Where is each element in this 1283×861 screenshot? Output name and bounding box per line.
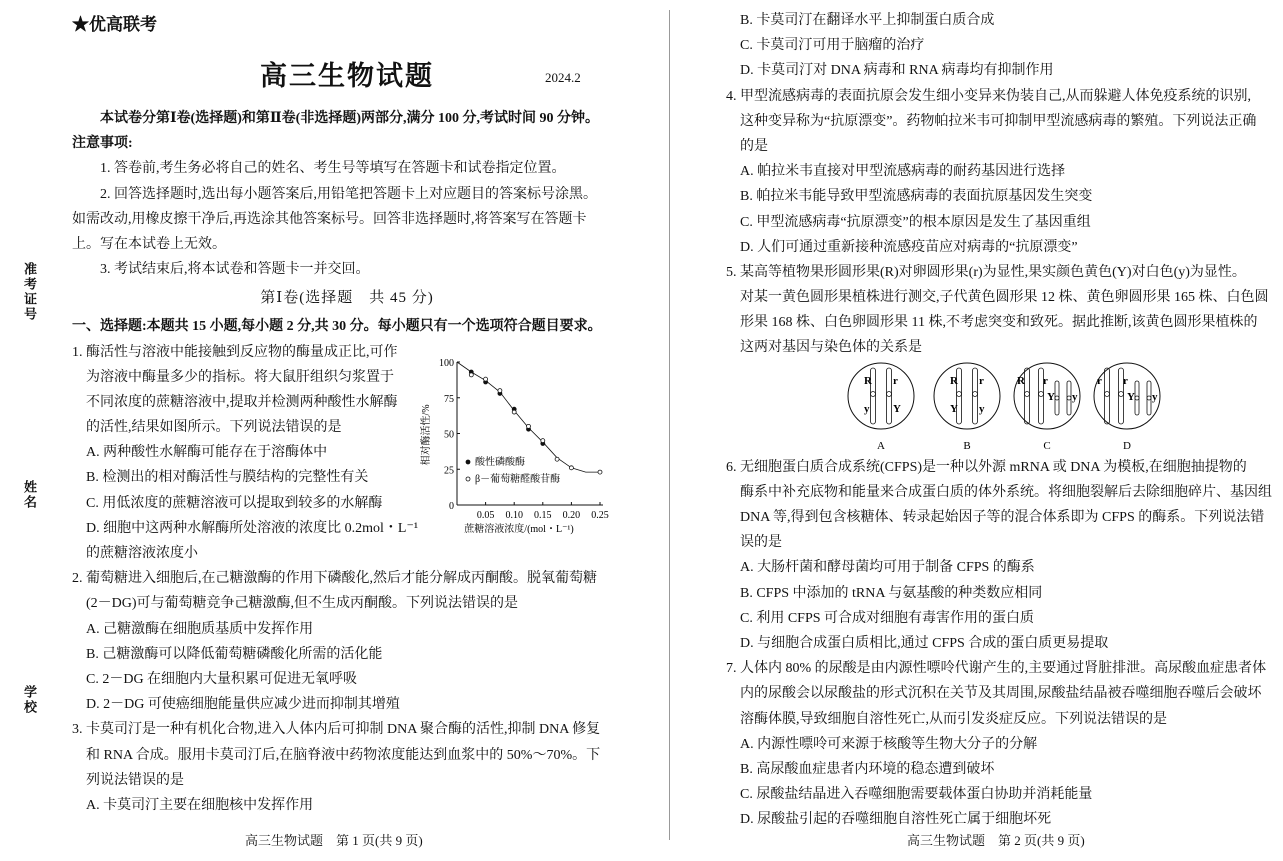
- centromere: [973, 391, 978, 396]
- text-line: D. 细胞中这两种水解酶所处溶液的浓度比 0.2mol・L⁻¹: [86, 520, 419, 536]
- option-label: B: [963, 439, 971, 452]
- centromere: [887, 391, 892, 396]
- footer-page-2: 高三生物试题 第 2 页(共 9 页): [907, 833, 1085, 848]
- text-line: A. 内源性嘌呤可来源于核酸等生物大分子的分解: [740, 736, 1038, 752]
- y-tick-label: 0: [449, 501, 454, 512]
- intro-text: 本试卷分第Ⅰ卷(选择题)和第Ⅱ卷(非选择题)两部分,满分 100 分,考试时间 90 分钟。: [100, 111, 599, 126]
- question-1: [72, 340, 419, 567]
- data-point: [498, 389, 502, 393]
- gene-label: r: [1043, 374, 1048, 387]
- data-point: [598, 470, 602, 474]
- gene-label: y: [1152, 390, 1158, 403]
- text-line: 3. 卡莫司汀是一种有机化合物,进入人体内后可抑制 DNA 聚合酶的活性,抑制 DNA 修复: [72, 722, 601, 738]
- data-point: [527, 424, 531, 428]
- y-tick-label: 75: [444, 393, 454, 405]
- text-line: D. 2－DG 可使癌细胞能量供应减少进而抑制其增殖: [86, 697, 400, 713]
- y-axis-label: 相对酶活性/%: [421, 404, 432, 466]
- text-line: B. 帕拉米韦能导致甲型流感病毒的表面抗原基因发生突变: [740, 189, 1093, 205]
- text-line: 4. 甲型流感病毒的表面抗原会发生细小变异来伪装自己,从而躲避人体免疫系统的识别,: [726, 88, 1251, 104]
- text-line: D. 与细胞合成蛋白质相比,通过 CFPS 合成的蛋白质更易提取: [740, 635, 1109, 651]
- side-label-school: 学校: [22, 685, 37, 715]
- option-label: C: [1043, 439, 1051, 452]
- text-line: 2. 回答选择题时,选出每小题答案后,用铅笔把答题卡上对应题目的答案标号涂黑。: [100, 186, 597, 202]
- footer-page-1: 高三生物试题 第 1 页(共 9 页): [245, 833, 423, 848]
- x-axis-label: 蔗糖溶液浓度/(mol・L⁻¹): [464, 524, 574, 535]
- text-line: 列说法错误的是: [86, 772, 184, 788]
- data-point: [469, 373, 473, 377]
- text-line: 形果 168 株、白色卵圆形果 11 株,不考虑突变和致死。据此推断,该黄色圆形果植株的: [740, 315, 1258, 331]
- text-line: B. CFPS 中添加的 tRNA 与氨基酸的种类数应相同: [740, 585, 1043, 601]
- x-tick-label: 0.15: [534, 510, 552, 521]
- y-tick-label: 50: [444, 429, 454, 441]
- y-tick-label: 100: [439, 358, 454, 369]
- centromere: [1039, 391, 1044, 396]
- text-line: B. 己糖激酶可以降低葡萄糖磷酸化所需的活化能: [86, 646, 383, 662]
- gene-label: R: [1017, 374, 1025, 387]
- data-point: [555, 457, 559, 461]
- centromere: [1147, 396, 1151, 400]
- text-line: A. 帕拉米韦直接对甲型流感病毒的耐药基因进行选择: [740, 164, 1066, 180]
- text-line: C. 利用 CFPS 可合成对细胞有毒害作用的蛋白质: [740, 610, 1035, 626]
- text-line: 这两对基因与染色体的关系是: [740, 340, 922, 356]
- exam-date: 2024.2: [545, 70, 581, 85]
- section-title: 第Ⅰ卷(选择题 共 45 分): [260, 290, 434, 307]
- page-title: 高三生物试题: [260, 61, 434, 91]
- cell-circle: [934, 363, 1000, 429]
- legend-marker: [466, 460, 470, 464]
- gene-label: y: [864, 402, 870, 415]
- page-2-content: [726, 8, 1272, 832]
- centromere: [1025, 391, 1030, 396]
- text-line: 1. 酶活性与溶液中能接触到反应物的酶量成正比,可作: [72, 344, 398, 360]
- fit-curve: [457, 362, 600, 472]
- text-line: D. 卡莫司汀对 DNA 病毒和 RNA 病毒均有抑制作用: [740, 63, 1054, 79]
- text-line: 的蔗糖溶液浓度小: [86, 546, 198, 561]
- text-line: 酶系中补充底物和能量来合成蛋白质的体外系统。将细胞裂解后去除细胞碎片、基因组: [740, 484, 1272, 500]
- section-instructions: 一、选择题:本题共 15 小题,每小题 2 分,共 30 分。每小题只有一个选项符合题目要求。: [72, 319, 602, 335]
- text-line: B. 检测出的相对酶活性与膜结构的完整性有关: [86, 470, 369, 486]
- text-line: B. 高尿酸血症患者内环境的稳态遭到破坏: [740, 761, 995, 777]
- text-line: (2－DG)可与葡萄糖竞争己糖激酶,但不生成丙酮酸。下列说法错误的是: [86, 596, 519, 612]
- gene-label: r: [979, 374, 984, 387]
- text-line: 误的是: [740, 535, 782, 551]
- legend-label: 酸性磷酸酶: [475, 457, 525, 468]
- centromere: [871, 391, 876, 396]
- text-line: 的是: [740, 138, 768, 154]
- x-tick-label: 0.05: [476, 510, 495, 521]
- text-line: 对某一黄色圆形果植株进行测交,子代黄色圆形果 12 株、黄色卵圆形果 165 株、白色圆: [740, 290, 1269, 306]
- page-divider: [669, 10, 670, 840]
- text-line: 5. 某高等植物果形圆形果(R)对卵圆形果(r)为显性,果实颜色黄色(Y)对白色(y)为显性。: [726, 264, 1246, 280]
- side-label-ticket-number: 准考证号: [22, 262, 37, 322]
- text-line: C. 甲型流感病毒“抗原漂变”的根本原因是发生了基因重组: [740, 214, 1091, 230]
- enzyme-activity-chart: [415, 350, 615, 535]
- text-line: C. 卡莫司汀可用于脑瘤的治疗: [740, 38, 925, 54]
- questions-3-5: [726, 8, 1270, 361]
- text-line: A. 大肠杆菌和酵母菌均可用于制备 CFPS 的酶系: [740, 560, 1035, 576]
- text-line: 3. 考试结束后,将本试卷和答题卡一并交回。: [100, 262, 370, 278]
- q5-chromosome-diagrams: [740, 361, 1270, 455]
- text-line: C. 用低浓度的蔗糖溶液可以提取到较多的水解酶: [86, 495, 383, 511]
- gene-label: Y: [950, 402, 958, 415]
- y-tick-label: 25: [444, 465, 454, 477]
- questions-2-3: [72, 566, 622, 818]
- gene-label: R: [950, 374, 958, 387]
- text-line: 如需改动,用橡皮擦干净后,再选涂其他答案标号。回答非选择题时,将答案写在答题卡: [72, 211, 587, 227]
- text-line: 7. 人体内 80% 的尿酸是由内源性嘌呤代谢产生的,主要通过肾脏排泄。高尿酸血症患者体: [726, 661, 1267, 677]
- text-line: 和 RNA 合成。服用卡莫司汀后,在脑脊液中药物浓度能达到血浆中的 50%～70%。下: [86, 747, 601, 763]
- text-line: A. 己糖激酶在细胞质基质中发挥作用: [86, 621, 314, 637]
- text-line: 2. 葡萄糖进入细胞后,在己糖激酶的作用下磷酸化,然后才能分解成丙酮酸。脱氧葡萄糖: [72, 571, 597, 587]
- text-line: C. 2－DG 在细胞内大量积累可促进无氧呼吸: [86, 671, 358, 687]
- gene-label: y: [979, 402, 985, 415]
- data-point: [512, 410, 516, 414]
- data-point: [484, 377, 488, 381]
- text-line: 为溶液中酶量多少的指标。将大鼠肝组织匀浆置于: [86, 369, 394, 385]
- x-tick-label: 0.20: [562, 510, 581, 521]
- x-tick-label: 0.10: [505, 510, 523, 521]
- text-line: D. 人们可通过重新接种流感疫苗应对病毒的“抗原漂变”: [740, 239, 1078, 255]
- gene-label: Y: [1047, 390, 1055, 403]
- centromere: [1067, 396, 1071, 400]
- text-line: D. 尿酸盐引起的吞噬细胞自溶性死亡属于细胞坏死: [740, 812, 1052, 828]
- gene-label: R: [864, 374, 872, 387]
- brand-label: ★优高联考: [72, 15, 157, 34]
- centromere: [957, 391, 962, 396]
- legend-label: β－葡萄糖醛酸苷酶: [475, 474, 561, 485]
- text-line: 内的尿酸会以尿酸盐的形式沉积在关节及其周围,尿酸盐结晶被吞噬细胞吞噬后会破坏: [740, 686, 1262, 702]
- text-line: 这种变异称为“抗原漂变”。药物帕拉米韦可抑制甲型流感病毒的繁殖。下列说法正确: [740, 113, 1257, 129]
- gene-label: Y: [893, 402, 901, 415]
- cell-circle: [848, 363, 914, 429]
- gene-label: Y: [1127, 390, 1135, 403]
- option-label: D: [1123, 439, 1131, 452]
- centromere: [1135, 396, 1139, 400]
- centromere: [1055, 396, 1059, 400]
- text-line: 的活性,结果如图所示。下列说法错误的是: [86, 420, 342, 436]
- data-point: [569, 466, 573, 470]
- text-line: 溶酶体膜,导致细胞自溶性死亡,从而引发炎症反应。下列说法错误的是: [740, 711, 1167, 727]
- text-line: 上。写在本试卷上无效。: [72, 236, 226, 252]
- gene-label: r: [1097, 374, 1102, 387]
- text-line: C. 尿酸盐结晶进入吞噬细胞需要载体蛋白协助并消耗能量: [740, 787, 1093, 803]
- text-line: B. 卡莫司汀在翻译水平上抑制蛋白质合成: [740, 13, 995, 28]
- text-line: DNA 等,得到包含核糖体、转录起始因子等的混合体系即为 CFPS 的酶系。下列说法错: [740, 510, 1265, 525]
- text-line: 不同浓度的蔗糖溶液中,提取并检测两种酸性水解酶: [86, 394, 398, 410]
- text-line: 6. 无细胞蛋白质合成系统(CFPS)是一种以外源 mRNA 或 DNA 为模板,在细胞抽提物的: [726, 459, 1247, 475]
- gene-label: r: [1123, 374, 1128, 387]
- questions-6-7: [726, 455, 1272, 833]
- legend-marker: [466, 477, 470, 481]
- text-line: A. 两种酸性水解酶可能存在于溶酶体中: [86, 445, 328, 461]
- notice-title: 注意事项:: [72, 136, 133, 152]
- option-label: A: [877, 439, 885, 452]
- notices-list: [72, 156, 622, 282]
- centromere: [1105, 391, 1110, 396]
- text-line: 1. 答卷前,考生务必将自己的姓名、考生号等填写在答题卡和试卷指定位置。: [100, 161, 566, 177]
- side-label-name: 姓名: [22, 480, 37, 510]
- gene-label: r: [893, 374, 898, 387]
- text-line: A. 卡莫司汀主要在细胞核中发挥作用: [86, 797, 314, 813]
- centromere: [1119, 391, 1124, 396]
- x-tick-label: 0.25: [591, 510, 609, 521]
- data-point: [541, 439, 545, 443]
- gene-label: y: [1072, 390, 1078, 403]
